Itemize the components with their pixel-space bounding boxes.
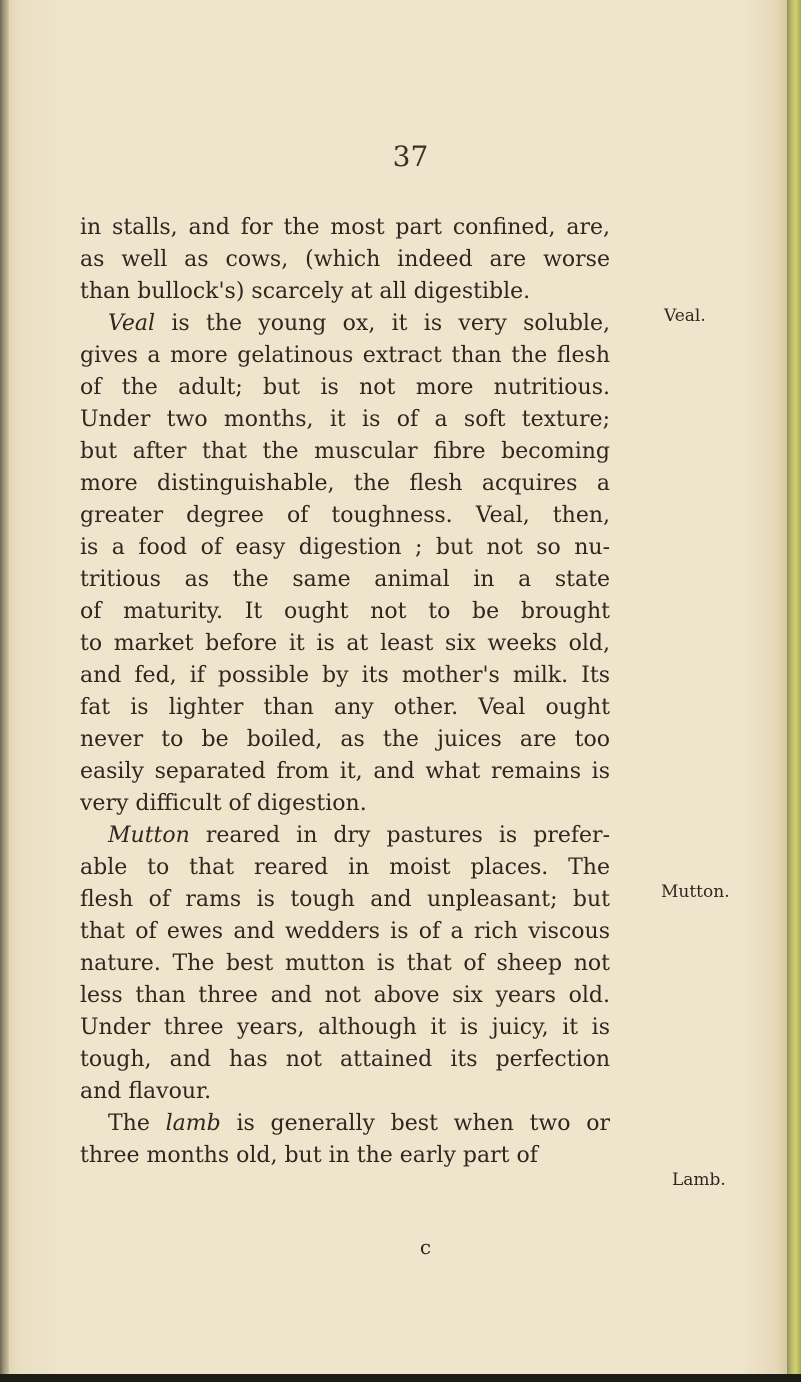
page-left-edge	[0, 0, 9, 1382]
text-line-1: in stalls, and for the most part confined, are,	[80, 215, 610, 240]
text-line-27: tough, and has not attained its perfection	[80, 1047, 610, 1072]
text-line-2: as well as cows, (which indeed are worse	[80, 247, 610, 272]
text-line-3: than bullock's) scarcely at all digestible.	[80, 279, 531, 304]
text-line-19: very difficult of digestion.	[80, 791, 367, 816]
text-line-21: able to that reared in moist places. The	[80, 855, 610, 880]
text-line-20-rest: reared in dry pastures is prefer-	[205, 823, 610, 848]
text-line-22: flesh of rams is tough and unpleasant; but	[80, 887, 610, 912]
text-line-30: three months old, but in the early part of	[80, 1143, 538, 1168]
page-bottom-edge	[0, 1374, 801, 1382]
text-line-25: less than three and not above six years old.	[80, 983, 610, 1008]
lamb-lead: lamb	[165, 1111, 221, 1136]
margin-note-veal: Veal.	[664, 306, 706, 326]
lamb-lead-pre: The	[108, 1111, 150, 1136]
text-line-4-rest: is the young ox, it is very soluble,	[171, 311, 610, 336]
text-line-4	[80, 308, 610, 340]
text-line-11: is a food of easy digestion ; but not so nu-	[80, 535, 610, 560]
text-line-23: that of ewes and wedders is of a rich viscous	[80, 919, 610, 944]
text-line-18: easily separated from it, and what remains is	[80, 759, 610, 784]
text-line-8: but after that the muscular fibre becoming	[80, 439, 610, 464]
text-line-20	[80, 820, 610, 852]
mutton-lead: Mutton	[108, 823, 190, 848]
margin-note-lamb: Lamb.	[672, 1170, 726, 1190]
text-line-6: of the adult; but is not more nutritious.	[80, 375, 610, 400]
text-line-17: never to be boiled, as the juices are too	[80, 727, 610, 752]
veal-lead: Veal	[108, 311, 156, 336]
text-line-13: of maturity. It ought not to be brought	[80, 599, 610, 624]
text-line-28: and flavour.	[80, 1079, 212, 1104]
text-line-26: Under three years, although it is juicy, it is	[80, 1015, 610, 1040]
page-number: 37	[392, 140, 429, 173]
text-line-15: and fed, if possible by its mother's milk. Its	[80, 663, 610, 688]
text-line-10: greater degree of toughness. Veal, then,	[80, 503, 610, 528]
signature-mark: c	[419, 1235, 432, 1259]
text-line-16: fat is lighter than any other. Veal ought	[80, 695, 610, 720]
text-line-5: gives a more gelatinous extract than the flesh	[80, 343, 610, 368]
text-line-29	[80, 1108, 610, 1140]
text-line-12: tritious as the same animal in a state	[80, 567, 610, 592]
margin-note-mutton: Mutton.	[661, 882, 730, 902]
page-right-edge	[787, 0, 801, 1382]
text-line-7: Under two months, it is of a soft texture;	[80, 407, 610, 432]
text-line-14: to market before it is at least six weeks old,	[80, 631, 610, 656]
text-line-29-rest: is generally best when two or	[236, 1111, 610, 1136]
text-line-24: nature. The best mutton is that of sheep not	[80, 951, 610, 976]
body-text	[80, 212, 610, 1172]
text-line-9: more distinguishable, the flesh acquires a	[80, 471, 610, 496]
